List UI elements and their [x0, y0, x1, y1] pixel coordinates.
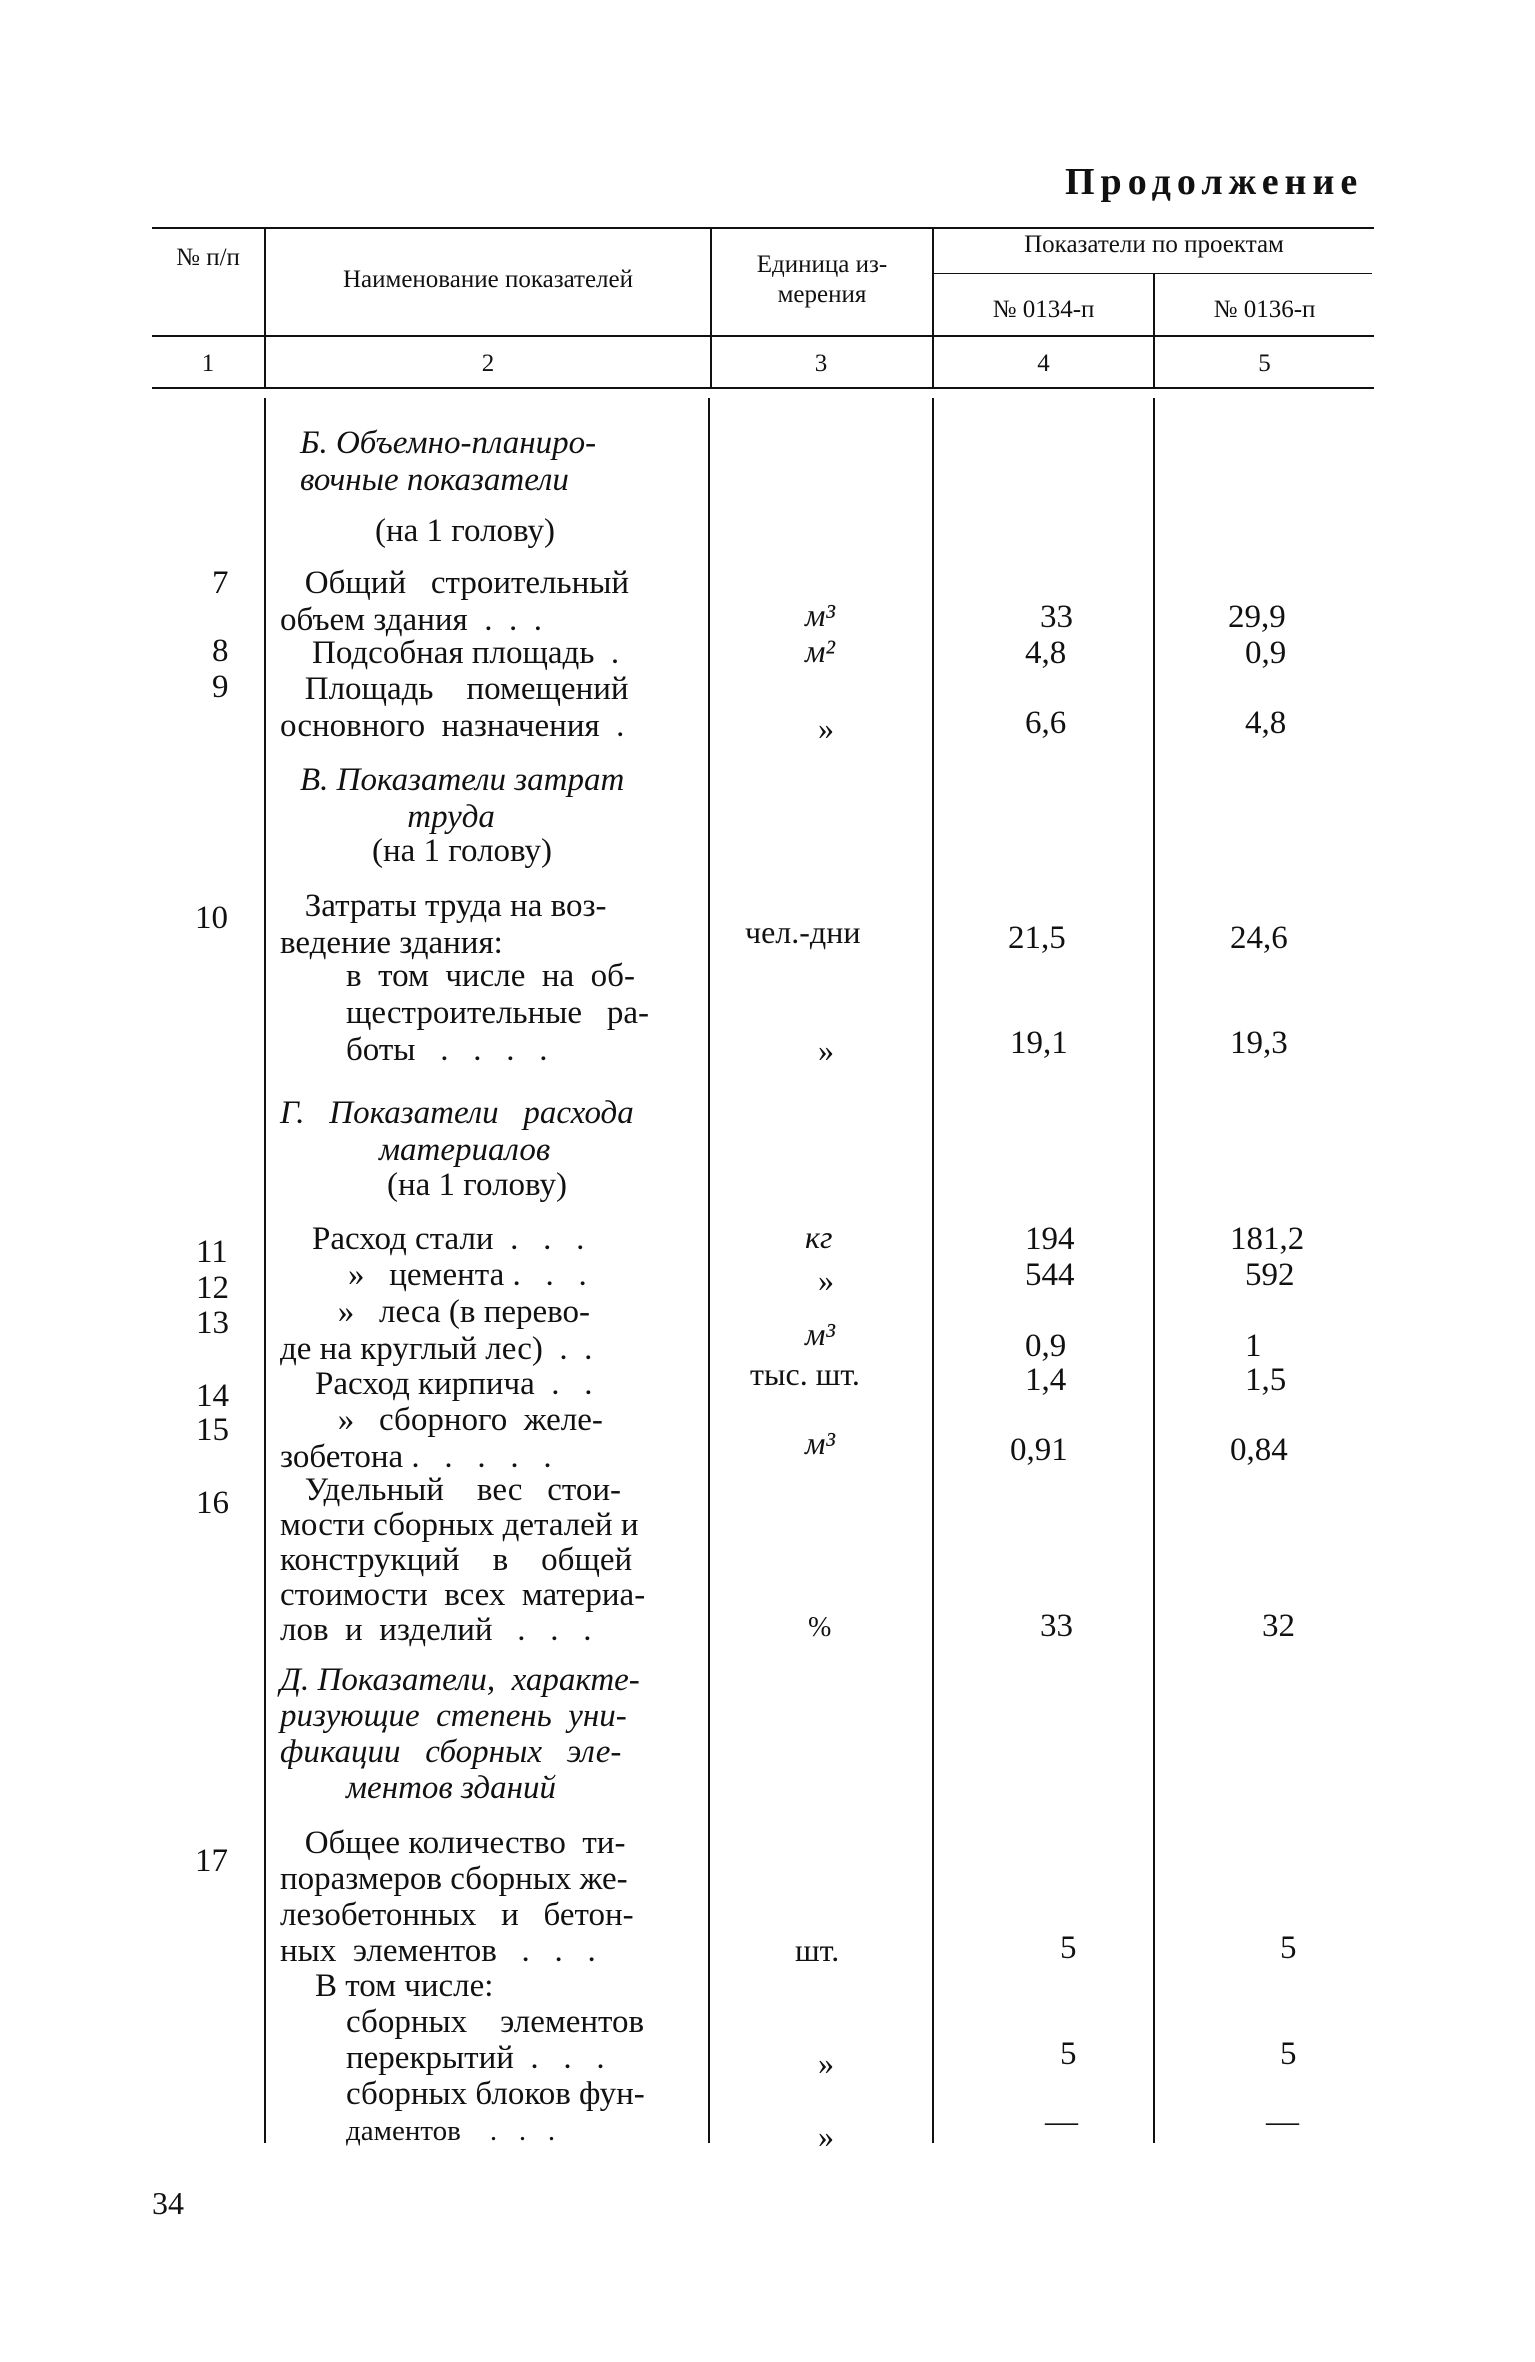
- row-value-p2: 24,6: [1230, 920, 1288, 956]
- row-number: 17: [195, 1843, 228, 1879]
- row-value-p1: 0,91: [1010, 1432, 1068, 1468]
- row-name: сборных блоков фун- даментов . . .: [346, 2076, 645, 2147]
- row-name: Общий строительный объем здания . . .: [280, 565, 630, 638]
- row-number: 10: [195, 900, 228, 936]
- row-value-p2: —: [1266, 2104, 1299, 2140]
- section-v-title: В. Показатели затрат труда: [300, 762, 625, 835]
- row-number: 9: [212, 669, 229, 705]
- header-col-p2: № 0136-п: [1213, 296, 1316, 323]
- row-name: Расход кирпича . .: [315, 1366, 593, 1402]
- body-divider-4: [1153, 398, 1155, 2143]
- numbers-rule: [152, 387, 1374, 389]
- row-number: 13: [196, 1305, 229, 1341]
- row-value-p1: 6,6: [1025, 705, 1067, 741]
- header-col-unit: Единица из-мерения: [756, 251, 888, 308]
- row-value-p1: 0,9: [1025, 1328, 1067, 1364]
- row-number: 16: [196, 1485, 229, 1521]
- row-number: 12: [196, 1270, 229, 1306]
- row-value-p1: 194: [1025, 1221, 1075, 1257]
- row-unit: шт.: [795, 1932, 840, 1968]
- row-unit: »: [818, 2118, 834, 2154]
- row-name: » сборного желе- зобетона . . . . .: [280, 1402, 603, 1475]
- row-name: Удельный вес стои- мости сборных деталей и конструкций в общей стоимости всех материа- лов и изделий . . .: [280, 1472, 646, 1648]
- row-name: В том числе:: [315, 1968, 494, 2004]
- row-value-p1: 5: [1060, 1930, 1077, 1966]
- row-number: 15: [196, 1412, 229, 1448]
- row-value-p2: 0,84: [1230, 1432, 1288, 1468]
- col-number: 1: [201, 350, 215, 377]
- row-value-p2: 592: [1245, 1257, 1295, 1293]
- row-number: 7: [212, 565, 229, 601]
- page-number: 34: [152, 2185, 184, 2221]
- row-value-p2: 4,8: [1245, 705, 1287, 741]
- row-value-p1: 21,5: [1008, 920, 1066, 956]
- body-divider-3: [932, 398, 934, 2143]
- row-value-p2: 181,2: [1230, 1221, 1305, 1257]
- row-number: 14: [196, 1378, 229, 1414]
- row-value-p1: 1,4: [1025, 1362, 1067, 1398]
- row-unit: тыс. шт.: [750, 1356, 860, 1392]
- header-rule: [152, 335, 1374, 337]
- col-number: 2: [481, 350, 495, 377]
- row-number: 8: [212, 633, 229, 669]
- row-number: 11: [196, 1234, 228, 1270]
- col-number: 3: [814, 350, 828, 377]
- header-col-name: Наименование показателей: [342, 266, 634, 293]
- row-value-p2: 5: [1280, 2036, 1297, 2072]
- continuation-label: Продолжение: [1065, 161, 1364, 203]
- row-unit: »: [818, 1262, 834, 1298]
- table-top-rule: [152, 227, 1374, 229]
- row-unit: %: [808, 1612, 832, 1643]
- section-b-title: Б. Объемно-планиро- вочные показатели: [300, 425, 597, 498]
- section-g-title: Г. Показатели расхода материалов: [280, 1095, 634, 1168]
- header-col-no: № п/п: [176, 244, 240, 271]
- row-value-p1: 33: [1040, 1608, 1073, 1644]
- row-value-p1: 33: [1040, 599, 1073, 635]
- row-value-p2: 32: [1262, 1608, 1295, 1644]
- body-divider-2: [708, 398, 710, 2143]
- row-unit: »: [818, 1032, 834, 1068]
- row-value-p2: 5: [1280, 1930, 1297, 1966]
- row-value-p1: —: [1045, 2104, 1078, 2140]
- row-name: Затраты труда на воз- ведение здания:: [280, 888, 607, 961]
- row-name: сборных элементов перекрытий . . .: [346, 2004, 645, 2076]
- row-value-p2: 1,5: [1245, 1362, 1287, 1398]
- row-value-p1: 19,1: [1010, 1025, 1068, 1061]
- row-unit: м³: [805, 597, 836, 633]
- row-unit: м³: [805, 1425, 836, 1461]
- group-header-rule: [932, 273, 1372, 274]
- col-number: 4: [1037, 350, 1050, 377]
- row-value-p2: 29,9: [1228, 599, 1286, 635]
- row-value-p1: 4,8: [1025, 635, 1067, 671]
- row-unit: »: [818, 2045, 834, 2081]
- section-g-subtitle: (на 1 голову): [387, 1167, 567, 1203]
- row-name: Расход стали . . .: [312, 1221, 585, 1257]
- row-unit: м²: [805, 633, 836, 669]
- col-number: 5: [1258, 350, 1271, 377]
- section-v-subtitle: (на 1 голову): [372, 833, 552, 869]
- header-col-p1: № 0134-п: [992, 296, 1095, 323]
- row-name: Подсобная площадь .: [312, 635, 620, 671]
- row-unit: кг: [805, 1219, 833, 1255]
- row-unit: м³: [805, 1316, 836, 1352]
- row-unit: »: [818, 710, 834, 746]
- row-name: Общее количество ти- поразмеров сборных же- лезобетонных и бетон- ных элементов . . .: [280, 1825, 634, 1969]
- row-value-p1: 544: [1025, 1257, 1075, 1293]
- row-name: » леса (в перево- де на круглый лес) . .: [280, 1294, 593, 1367]
- row-name: Площадь помещений основного назначения .: [280, 671, 629, 744]
- row-unit: чел.-дни: [745, 914, 861, 950]
- section-d-title: Д. Показатели, характе- ризующие степень уни- фикации сборных эле- ментов зданий: [280, 1662, 640, 1806]
- row-value-p2: 0,9: [1245, 635, 1287, 671]
- body-divider-1: [264, 398, 266, 2143]
- row-name: в том числе на об- щестроительные ра- боты . . . .: [346, 958, 649, 1068]
- section-b-subtitle: (на 1 голову): [375, 513, 555, 549]
- row-value-p1: 5: [1060, 2036, 1077, 2072]
- header-col-group: Показатели по проектам: [1024, 231, 1284, 258]
- row-value-p2: 19,3: [1230, 1025, 1288, 1061]
- row-name: » цемента . . .: [348, 1257, 587, 1293]
- row-value-p2: 1: [1245, 1328, 1262, 1364]
